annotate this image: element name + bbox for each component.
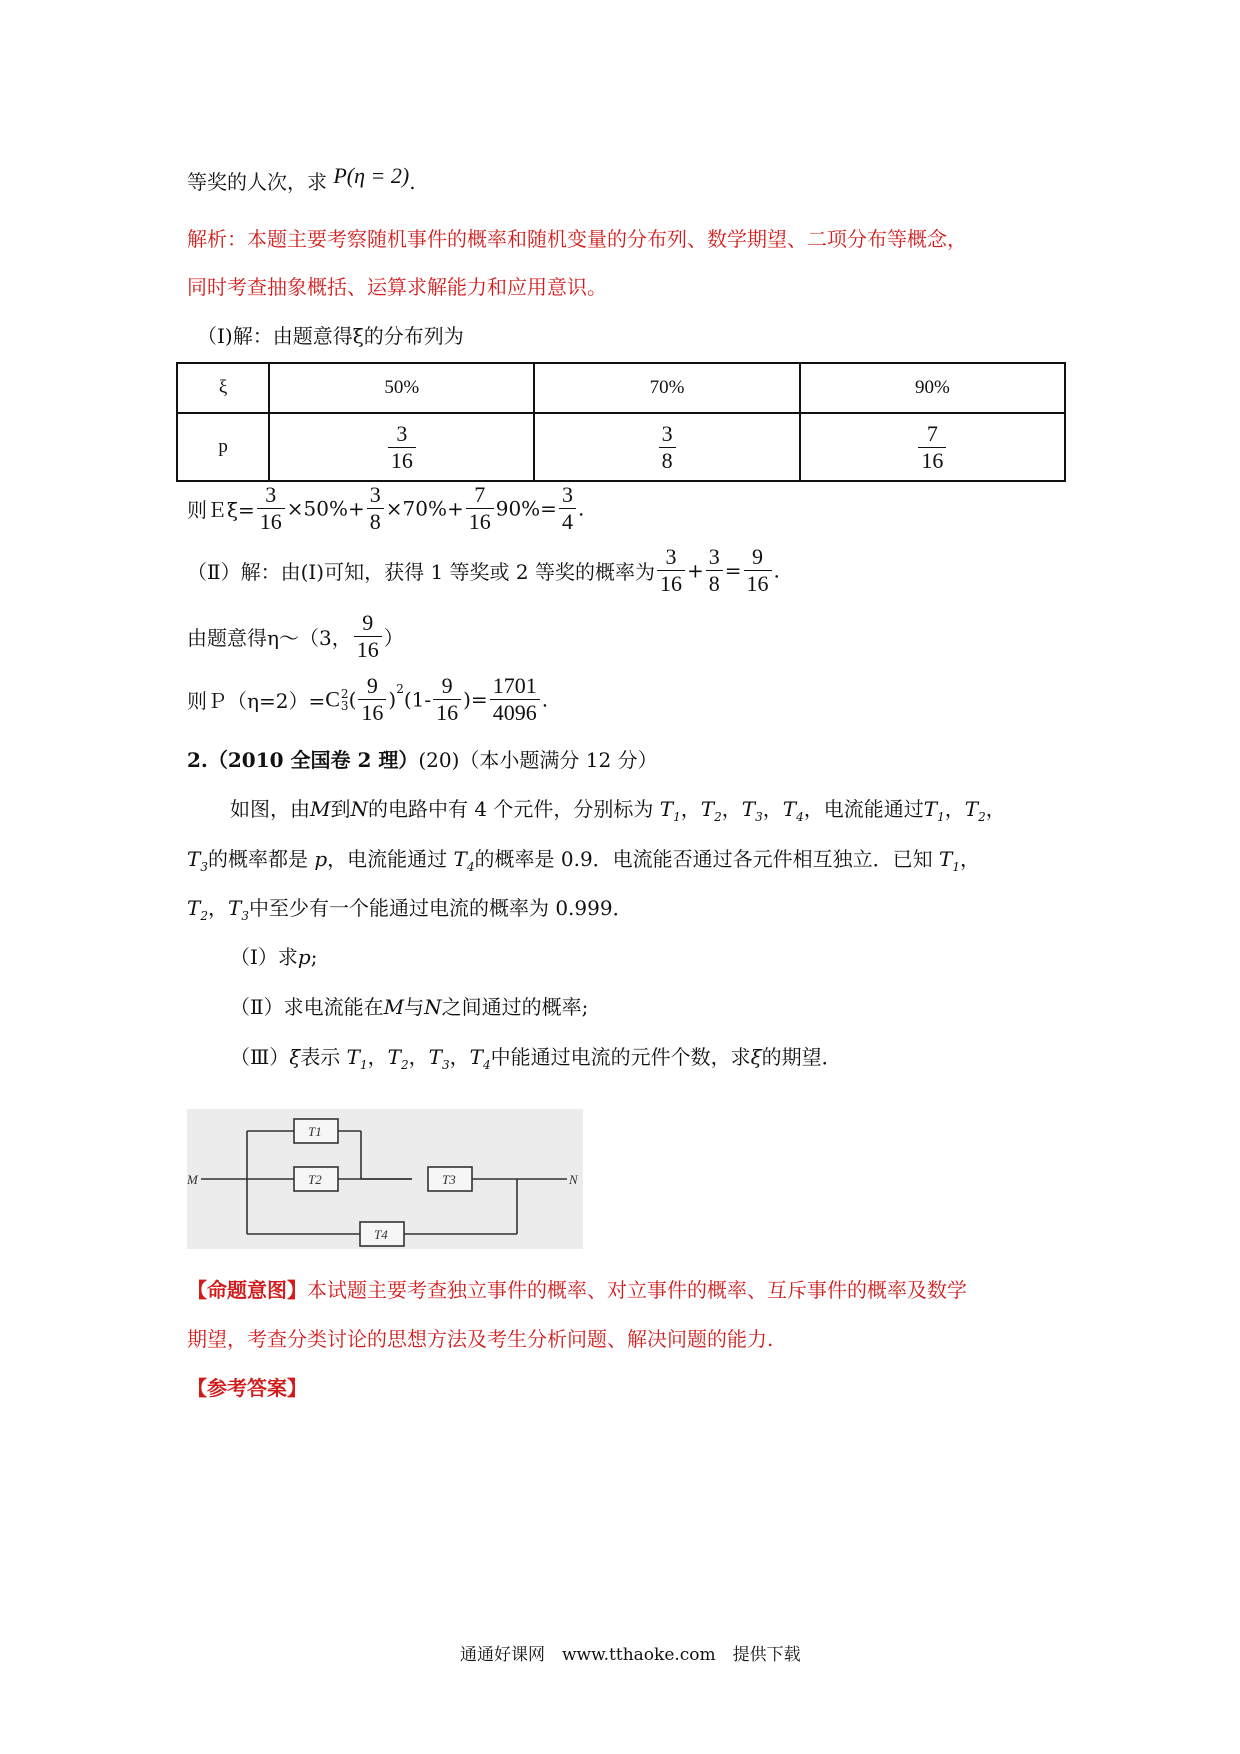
prob-eta-line — [187, 673, 548, 726]
comma: ， — [207, 896, 228, 920]
text: 的概率是 0.9．电流能否通过各元件相互独立．已知 — [474, 847, 933, 871]
fraction: $\frac{3}{16}$ — [257, 482, 285, 535]
table-row-prob — [177, 413, 1065, 481]
analysis-line-2: 同时考查抽象概括、运算求解能力和应用意识。 — [187, 275, 607, 299]
text: ，电流能通过 — [327, 847, 448, 871]
var-T3: $T_3$ — [227, 896, 249, 923]
footer-text: 通通好课网 www.tthaoke.com 提供下载 — [460, 1645, 801, 1665]
text: 到 — [330, 797, 351, 821]
text: 中能通过电流的元件个数，求 — [490, 1045, 751, 1069]
part2-text: （Ⅱ）解：由(Ⅰ)可知，获得 1 等奖或 2 等奖的概率为 — [187, 560, 655, 584]
table-cell-prob-3 — [800, 413, 1065, 481]
text: 的电路中有 4 个元件，分别标为 — [367, 797, 654, 821]
comma: ， — [367, 1045, 388, 1069]
circuit-label-M: M — [187, 1172, 198, 1187]
text: ，电流能通过 — [803, 797, 924, 821]
circuit-label-T2: T2 — [308, 1172, 322, 1187]
expectation-line — [187, 482, 584, 535]
combination-symbol: C — [325, 686, 340, 712]
question-2 — [230, 993, 588, 1021]
fraction: $\frac{3}{4}$ — [559, 482, 576, 535]
var-xi: ξ — [750, 1045, 762, 1069]
var-p: p — [297, 945, 311, 969]
fraction: $\frac{3}{8}$ — [367, 482, 384, 535]
var-T3: $T_3$ — [187, 847, 208, 874]
var-T4: $T_4$ — [469, 1045, 491, 1072]
table-cell-prob-1 — [269, 413, 534, 481]
comma: ， — [762, 797, 783, 821]
fraction: $\frac{7}{16}$ — [466, 482, 494, 535]
comma: ， — [944, 797, 965, 821]
problem2-line-1 — [230, 795, 1006, 831]
fraction: $\frac{7}{16}$ — [918, 421, 946, 474]
comma: ， — [721, 797, 742, 821]
comma: ， — [985, 797, 1006, 821]
fraction: $\frac{1701}{4096}$ — [490, 673, 540, 726]
circuit-label-T4: T4 — [374, 1227, 388, 1242]
fraction: $\frac{3}{16}$ — [388, 421, 416, 474]
table-cell-prob-2 — [534, 413, 799, 481]
var-T1: $T_1$ — [659, 797, 681, 824]
analysis-line-1: 解析：本题主要考察随机事件的概率和随机变量的分布列、数学期望、二项分布等概念， — [187, 227, 967, 251]
var-T4: $T_4$ — [782, 797, 804, 824]
prob-eta-mid2: )= — [463, 687, 488, 712]
circuit-label-N: N — [569, 1172, 578, 1187]
expectation-prefix: 则Ｅξ= — [187, 498, 255, 522]
part1-label: （Ⅰ)解：由题意得ξ的分布列为 — [197, 324, 464, 348]
eta-dist-end: ） — [383, 626, 404, 650]
question-1 — [230, 943, 317, 971]
intro-expression: P(η = 2) — [333, 163, 410, 188]
intent-label: 【命题意图】 — [187, 1278, 307, 1302]
var-T1: $T_1$ — [923, 797, 945, 824]
problem2-line-2 — [187, 845, 980, 881]
fraction: $\frac{9}{16}$ — [354, 610, 382, 663]
part2-eq: = — [724, 558, 742, 583]
fraction: $\frac{9}{16}$ — [433, 673, 461, 726]
prob-eta-end: . — [541, 687, 549, 712]
text: 之间通过的概率; — [441, 995, 589, 1019]
circuit-label-T1: T1 — [308, 1124, 322, 1139]
intent-line-2: 期望，考查分类讨论的思想方法及考生分析问题、解决问题的能力. — [187, 1327, 774, 1351]
intent-text-1: 本试题主要考查独立事件的概率、对立事件的概率、互斥事件的概率及数学 — [307, 1278, 967, 1302]
problem2-heading-rest: (20)（本小题满分 12 分） — [418, 748, 658, 772]
distribution-table — [176, 362, 1066, 482]
table-row-header — [177, 363, 1065, 413]
expectation-term-2: ×70%+ — [385, 496, 464, 521]
fraction: $\frac{3}{16}$ — [657, 544, 685, 597]
text: ; — [310, 945, 318, 969]
table-cell-50: 50% — [269, 363, 534, 413]
var-T4: $T_4$ — [453, 847, 475, 874]
var-T3: $T_3$ — [428, 1045, 450, 1072]
var-T2: $T_2$ — [964, 797, 986, 824]
intro-end: . — [409, 170, 416, 194]
part2-line — [187, 544, 780, 597]
expectation-end: . — [577, 496, 585, 521]
fraction: $\frac{3}{8}$ — [706, 544, 723, 597]
var-T2: $T_2$ — [700, 797, 722, 824]
table-cell-xi: ξ — [177, 363, 269, 413]
intent-line-1 — [187, 1276, 967, 1304]
var-T1: $T_1$ — [346, 1045, 368, 1072]
part2-end: . — [773, 558, 780, 583]
expectation-term-1: ×50%+ — [286, 496, 365, 521]
problem2-heading-bold: 2.（2010 全国卷 2 理） — [187, 748, 419, 772]
answer-label: 【参考答案】 — [187, 1376, 307, 1400]
power: 2 — [396, 682, 404, 696]
eta-dist-text: 由题意得η～（3， — [187, 626, 352, 650]
text: 中至少有一个能通过电流的概率为 0.999． — [248, 896, 633, 920]
text: 的期望． — [761, 1045, 842, 1069]
circuit-label-T3: T3 — [442, 1172, 456, 1187]
expectation-term-3: 90%= — [495, 496, 557, 521]
intro-line — [187, 163, 416, 196]
var-N: N — [424, 995, 442, 1019]
text: 表示 — [300, 1045, 341, 1069]
var-T1: $T_1$ — [939, 847, 961, 874]
var-p: p — [314, 847, 328, 871]
text: （Ⅲ） — [230, 1045, 290, 1069]
comma: ， — [408, 1045, 429, 1069]
var-M: M — [383, 995, 405, 1019]
text: 与 — [404, 995, 425, 1019]
text: （Ⅰ）求 — [230, 945, 298, 969]
comma: ， — [680, 797, 701, 821]
fraction: $\frac{9}{16}$ — [744, 544, 772, 597]
table-cell-90: 90% — [800, 363, 1065, 413]
circuit-diagram — [187, 1109, 583, 1249]
combination-indices: 2 3 — [340, 686, 349, 713]
intro-text: 等奖的人次，求 — [187, 170, 327, 194]
text: 的概率都是 — [207, 847, 308, 871]
text: （Ⅱ）求电流能在 — [230, 995, 384, 1019]
paren-open: ( — [348, 687, 357, 712]
comma: ， — [960, 847, 981, 871]
eta-distribution-line — [187, 610, 404, 663]
fraction: $\frac{3}{8}$ — [659, 421, 676, 474]
question-3 — [230, 1043, 842, 1079]
var-N: N — [350, 797, 368, 821]
var-T2: $T_2$ — [187, 896, 208, 923]
prob-eta-mid: (1- — [403, 687, 432, 712]
prob-eta-prefix: 则Ｐ（η=2）= — [187, 689, 326, 713]
problem2-heading — [187, 746, 658, 774]
paren-close: ) — [388, 687, 397, 712]
table-cell-p: p — [177, 413, 269, 481]
part2-plus: + — [686, 558, 704, 583]
text: 如图，由 — [230, 797, 310, 821]
fraction: $\frac{9}{16}$ — [358, 673, 386, 726]
var-M: M — [310, 797, 331, 821]
var-T3: $T_3$ — [741, 797, 763, 824]
comma: ， — [449, 1045, 470, 1069]
var-xi: ξ — [289, 1045, 301, 1069]
problem2-line-3 — [187, 894, 633, 930]
table-cell-70: 70% — [534, 363, 799, 413]
var-T2: $T_2$ — [387, 1045, 409, 1072]
